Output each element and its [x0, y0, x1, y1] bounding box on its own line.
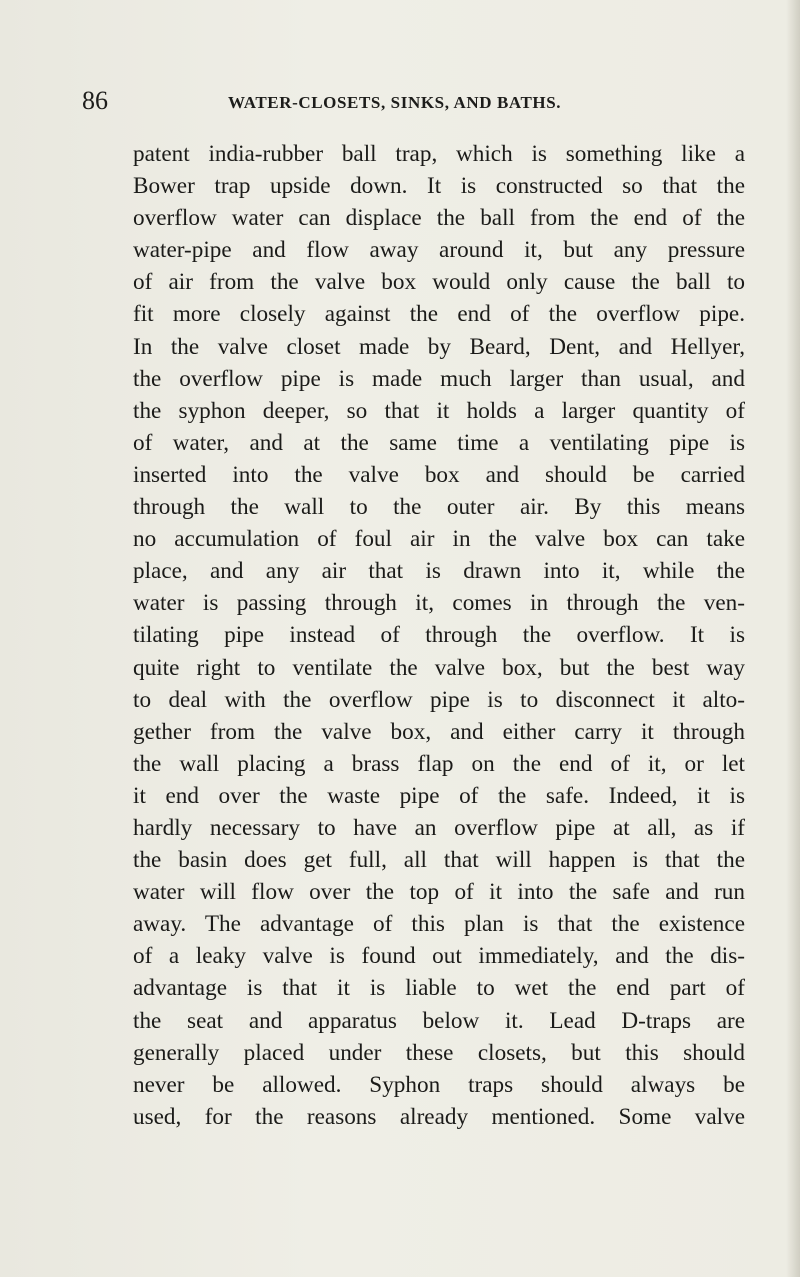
- page-number: 86: [82, 86, 108, 115]
- text-line: Bower trap upside down. It is constructed so that the: [133, 173, 745, 200]
- text-line: gether from the valve box, and either carry it through: [133, 718, 745, 745]
- text-line: the seat and apparatus below it. Lead D-traps are: [133, 1007, 745, 1034]
- text-line: the wall placing a brass flap on the end of it, or let: [133, 750, 745, 777]
- running-head: WATER-CLOSETS, SINKS, AND BATHS.: [228, 93, 562, 112]
- text-line: generally placed under these closets, but this should: [133, 1039, 745, 1066]
- text-line: it end over the waste pipe of the safe. Indeed, it is: [133, 782, 745, 809]
- text-line: of water, and at the same time a ventilating pipe is: [133, 429, 745, 456]
- text-line: tilating pipe instead of through the overflow. It is: [133, 622, 745, 649]
- text-line: to deal with the overflow pipe is to disconnect it alto-: [133, 686, 745, 713]
- text-line: the overflow pipe is made much larger than usual, and: [133, 365, 745, 392]
- text-line: the basin does get full, all that will happen is that the: [133, 847, 745, 874]
- text-line: fit more closely against the end of the overflow pipe.: [133, 301, 745, 328]
- text-line: used, for the reasons already mentioned. Some valve: [133, 1103, 745, 1130]
- text-line: the syphon deeper, so that it holds a larger quantity of: [133, 397, 745, 424]
- text-line: of a leaky valve is found out immediately, and the dis-: [133, 943, 745, 970]
- text-line: place, and any air that is drawn into it, while the: [133, 558, 745, 585]
- body-paragraph: [133, 138, 745, 1133]
- text-line: no accumulation of foul air in the valve box can take: [133, 526, 745, 553]
- text-line: In the valve closet made by Beard, Dent, and Hellyer,: [133, 333, 745, 360]
- text-line: of air from the valve box would only cause the ball to: [133, 269, 745, 296]
- text-line: water-pipe and flow away around it, but any pressure: [133, 237, 745, 264]
- page-header: [82, 84, 722, 124]
- text-line: inserted into the valve box and should be carried: [133, 461, 745, 488]
- text-line: water will flow over the top of it into the safe and run: [133, 879, 745, 906]
- text-line: water is passing through it, comes in through the ven-: [133, 590, 745, 617]
- text-line: never be allowed. Syphon traps should always be: [133, 1071, 745, 1098]
- text-line: quite right to ventilate the valve box, but the best way: [133, 654, 745, 681]
- text-line: advantage is that it is liable to wet the end part of: [133, 975, 745, 1002]
- text-line: overflow water can displace the ball from the end of the: [133, 205, 745, 232]
- text-line: patent india-rubber ball trap, which is something like a: [133, 141, 745, 167]
- text-line: through the wall to the outer air. By this means: [133, 494, 745, 521]
- page-edge-shadow: [786, 0, 800, 1277]
- text-line: away. The advantage of this plan is that the existence: [133, 911, 745, 938]
- text-line: hardly necessary to have an overflow pipe at all, as if: [133, 814, 745, 841]
